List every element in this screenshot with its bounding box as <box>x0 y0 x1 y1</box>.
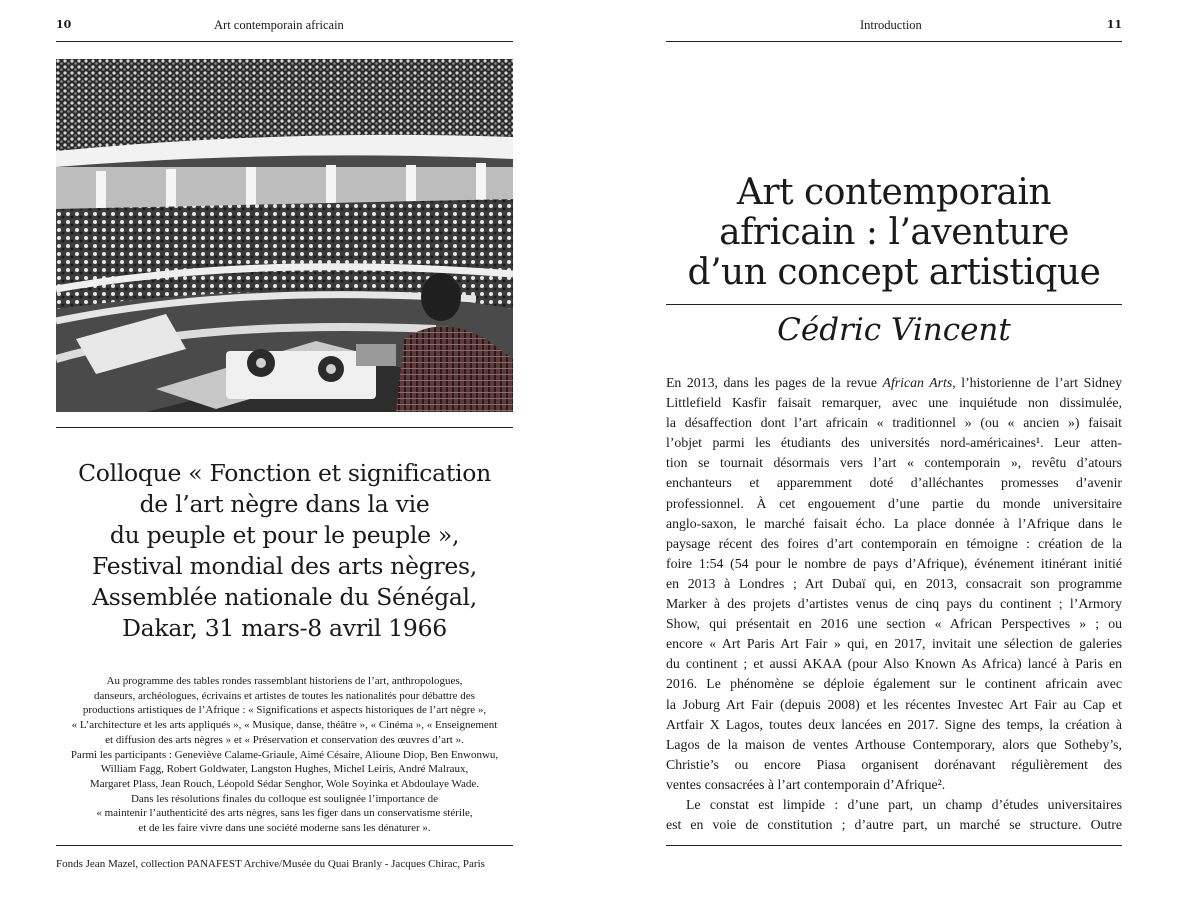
body-line <box>666 413 1122 433</box>
header-rule-left <box>56 41 513 42</box>
right-page <box>666 0 1122 913</box>
article-title <box>666 173 1122 293</box>
body-text-segment: l’objet parmi les étudiants des universités nord-américaines¹. Leur atten- <box>666 435 1122 451</box>
body-text-segment: paysage récent des foires d’art contemporain en témoigne : création de la <box>666 535 1122 551</box>
caption-bottom-rule <box>56 845 513 846</box>
body-text-segment: 2016. Le phénomène se déploie également sur le continent africain avec <box>666 676 1122 692</box>
caption-title-line: de l’art nègre dans la vie <box>139 490 430 518</box>
body-line <box>666 755 1122 775</box>
caption-body-line: productions artistiques de l’Afrique : « Significations et aspects historiques de l’art nègre », <box>82 704 487 717</box>
caption-top-rule <box>56 427 513 428</box>
body-text-segment: Marker à des projets d’artistes venus de cinq pays du continent ; l’Armory <box>666 596 1122 612</box>
article-title-line: Art contemporain <box>736 172 1052 213</box>
header-rule-right <box>666 41 1122 42</box>
running-title-right: Introduction <box>860 18 922 32</box>
caption-body-line: danseurs, archéologues, écrivains et artistes de toutes les nationalités pour débattre des <box>94 689 475 702</box>
photo-caption-title <box>56 458 513 644</box>
body-line <box>666 715 1122 735</box>
body-line <box>666 393 1122 413</box>
body-text-segment: ventes consacrées à l’art contemporain d’Afrique². <box>666 776 946 792</box>
body-text-segment: Lagos de la maison de ventes Arthouse Contemporary, alors que Sotheby’s, <box>666 736 1122 752</box>
body-line <box>666 433 1122 453</box>
body-line <box>666 735 1122 755</box>
caption-title-line: Festival mondial des arts nègres, <box>92 552 477 580</box>
body-line <box>666 614 1122 634</box>
caption-body-line: William Fagg, Robert Goldwater, Langston Hughes, Michel Leiris, André Malraux, <box>100 763 469 776</box>
body-line <box>666 775 1122 795</box>
caption-title-line: du peuple et pour le peuple », <box>109 521 460 549</box>
body-text-segment: encore « Art Paris Art Fair » qui, en 2017, invitait une sélection de galeries <box>666 636 1122 652</box>
body-text-segment: foire 1:54 (54 pour le nombre de pays d’Afrique), événement itinérant initié <box>666 555 1122 571</box>
body-line <box>666 373 1122 393</box>
assembly-hall-photo <box>56 59 513 412</box>
body-line <box>666 554 1122 574</box>
body-text-segment: Littlefield Kasfir faisait remarquer, avec une inquiétude non dissimulée, <box>666 395 1122 411</box>
body-line <box>666 815 1122 835</box>
caption-title-line: Dakar, 31 mars-8 avril 1966 <box>122 614 447 642</box>
article-body <box>666 373 1122 835</box>
body-text-segment: Le constat est limpide : d’une part, un champ d’études universitaires <box>686 796 1122 812</box>
body-line <box>666 695 1122 715</box>
body-text-segment: la Joburg Art Fair (depuis 2008) et les récentes Investec Art Fair au Cap et <box>666 696 1122 712</box>
left-running-head <box>56 18 513 34</box>
body-line <box>666 534 1122 554</box>
body-text-segment: , l’historienne de l’art Sidney <box>952 375 1122 390</box>
body-line <box>666 674 1122 694</box>
article-title-line: africain : l’aventure <box>719 212 1069 253</box>
body-text-segment: professionnel. À cet engouement d’une partie du monde universitaire <box>666 495 1122 511</box>
body-text-segment: est en voie de constitution ; d’autre part, un marché se structure. Outre <box>666 817 1122 833</box>
caption-body-line: Parmi les participants : Geneviève Calame-Griaule, Aimé Césaire, Alioune Diop, Ben Enwonwu, <box>70 748 499 761</box>
body-text-segment: Show, qui présentait en 2016 une section « African Perspectives » ; ou <box>666 616 1122 632</box>
body-text-segment: En 2013, dans les pages de la revue <box>666 375 883 390</box>
body-line <box>666 594 1122 614</box>
body-line <box>666 654 1122 674</box>
caption-body-line: Au programme des tables rondes rassemblant historiens de l’art, anthropologues, <box>106 675 463 687</box>
body-text-segment: anglo-saxon, le marché faisait écho. La place donnée à l’Afrique dans le <box>666 515 1122 531</box>
caption-body-line: et de les faire vivre dans une société moderne sans les dénaturer ». <box>138 822 431 835</box>
body-line <box>666 795 1122 815</box>
caption-title-line: Colloque « Fonction et signification <box>78 459 491 487</box>
body-line <box>666 514 1122 534</box>
caption-body-line: Margaret Plass, Jean Rouch, Léopold Sédar Senghor, Wole Soyinka et Abdoulaye Wade. <box>89 777 480 790</box>
body-line <box>666 453 1122 473</box>
body-text-segment: la désaffection dont l’art africain « traditionnel » (ou « ancien ») faisait <box>666 415 1122 431</box>
body-text-segment: en 2013 à Londres ; Art Dubaï qui, en 2013, consacrait son programme <box>666 575 1122 591</box>
right-running-head <box>666 18 1122 34</box>
body-line <box>666 574 1122 594</box>
body-line <box>666 634 1122 654</box>
caption-body-line: Dans les résolutions finales du colloque est soulignée l’importance de <box>130 792 438 805</box>
author-name: Cédric Vincent <box>777 312 1011 348</box>
body-text-segment: enchanteurs et apparemment doté d’alléchantes promesses d’avenir <box>666 475 1122 491</box>
article-title-line: d’un concept artistique <box>687 252 1101 293</box>
caption-body-line: « L’architecture et les arts appliqués », « Musique, danse, théâtre », « Cinéma », « Enseignement <box>71 719 498 732</box>
photo-credit: Fonds Jean Mazel, collection PANAFEST Archive/Musée du Quai Branly - Jacques Chirac, Paris <box>56 858 485 870</box>
title-rule <box>666 304 1122 305</box>
body-text-segment: du continent ; et aussi AKAA (pour Also Known As Africa) lancé à Paris en <box>666 656 1122 672</box>
caption-body-line: et diffusion des arts nègres » et « Préservation et conservation des œuvres d’art ». <box>105 733 464 746</box>
photo-caption-body <box>56 674 513 836</box>
journal-title-italic: African Arts <box>882 375 953 390</box>
caption-body-line: « maintenir l’authenticité des arts nègres, sans les figer dans un conservatisme stérile, <box>96 807 473 820</box>
body-line <box>666 494 1122 514</box>
body-text-segment: tion se tournait désormais vers l’art « contemporain », revêtu d’atours <box>666 455 1122 471</box>
page-number-right: 11 <box>1106 18 1122 31</box>
body-line <box>666 473 1122 493</box>
body-text-segment: Christie’s ou encore Piasa organisent dorénavant régulièrement des <box>666 756 1122 772</box>
body-text-segment: Artfair X Lagos, toutes deux lancées en 2017. Signe des temps, la création à <box>666 716 1122 732</box>
footer-rule-right <box>666 845 1122 846</box>
left-page <box>56 0 513 913</box>
page-number-left: 10 <box>56 18 72 31</box>
caption-title-line: Assemblée nationale du Sénégal, <box>92 583 477 611</box>
running-title-left: Art contemporain africain <box>214 18 344 32</box>
